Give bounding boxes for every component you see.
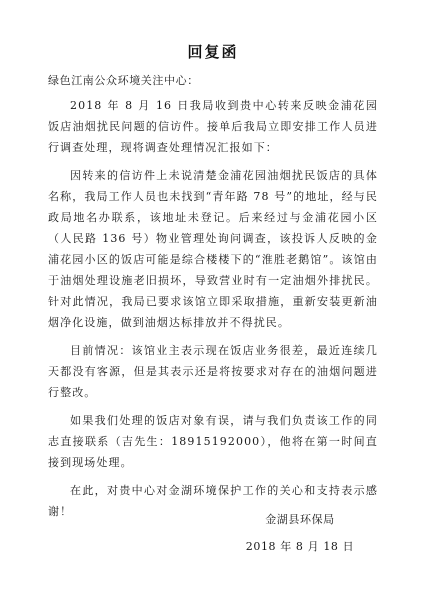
body-paragraph: 因转来的信访件上未说清楚金浦花园油烟扰民饭店的具体名称，我局工作人员也未找到“青年路 78 号”的地址，经与民政局地名办联系，该地址未登记。后来经过与金浦花园小区（人民路 136 号）物业管理处询问调查，该投诉人反映的金浦花园小区的饭店可能是综合楼楼下的“淮胜老鹅馆”。该馆由于油烟处理设施老旧损坏，导致营业时有一定油烟外排扰民。针对此情况，我局已要求该馆立即采取措施，重新安装更新油烟净化设施，做到油烟达标排放并不得扰民。 <box>48 169 378 329</box>
signature-date: 2018 年 8 月 18 日 <box>245 540 355 553</box>
body-paragraph: 在此，对贵中心对金湖环境保护工作的关心和支持表示感谢！ <box>48 484 378 518</box>
letter-body <box>48 95 378 529</box>
signature-block <box>230 506 370 560</box>
body-paragraph: 2018 年 8 月 16 日我局收到贵中心转来反映金浦花园饭店油烟扰民问题的信访件。接单后我局立即安排工作人员进行调查处理，现将调查处理情况汇报如下： <box>48 99 378 154</box>
salutation: 绿色江南公众环境关注中心： <box>48 74 199 87</box>
body-paragraph: 如果我们处理的饭店对象有误，请与我们负责该工作的同志直接联系（吉先生：18915192000），他将在第一时间直接到现场处理。 <box>48 414 378 469</box>
body-paragraph: 目前情况：该馆业主表示现在饭店业务很差，最近连续几天都没有客源，但是其表示还是将按要求对存在的油烟问题进行整改。 <box>48 344 378 399</box>
page-title: 回复函 <box>187 43 239 61</box>
signature-organization: 金湖县环保局 <box>265 513 335 526</box>
